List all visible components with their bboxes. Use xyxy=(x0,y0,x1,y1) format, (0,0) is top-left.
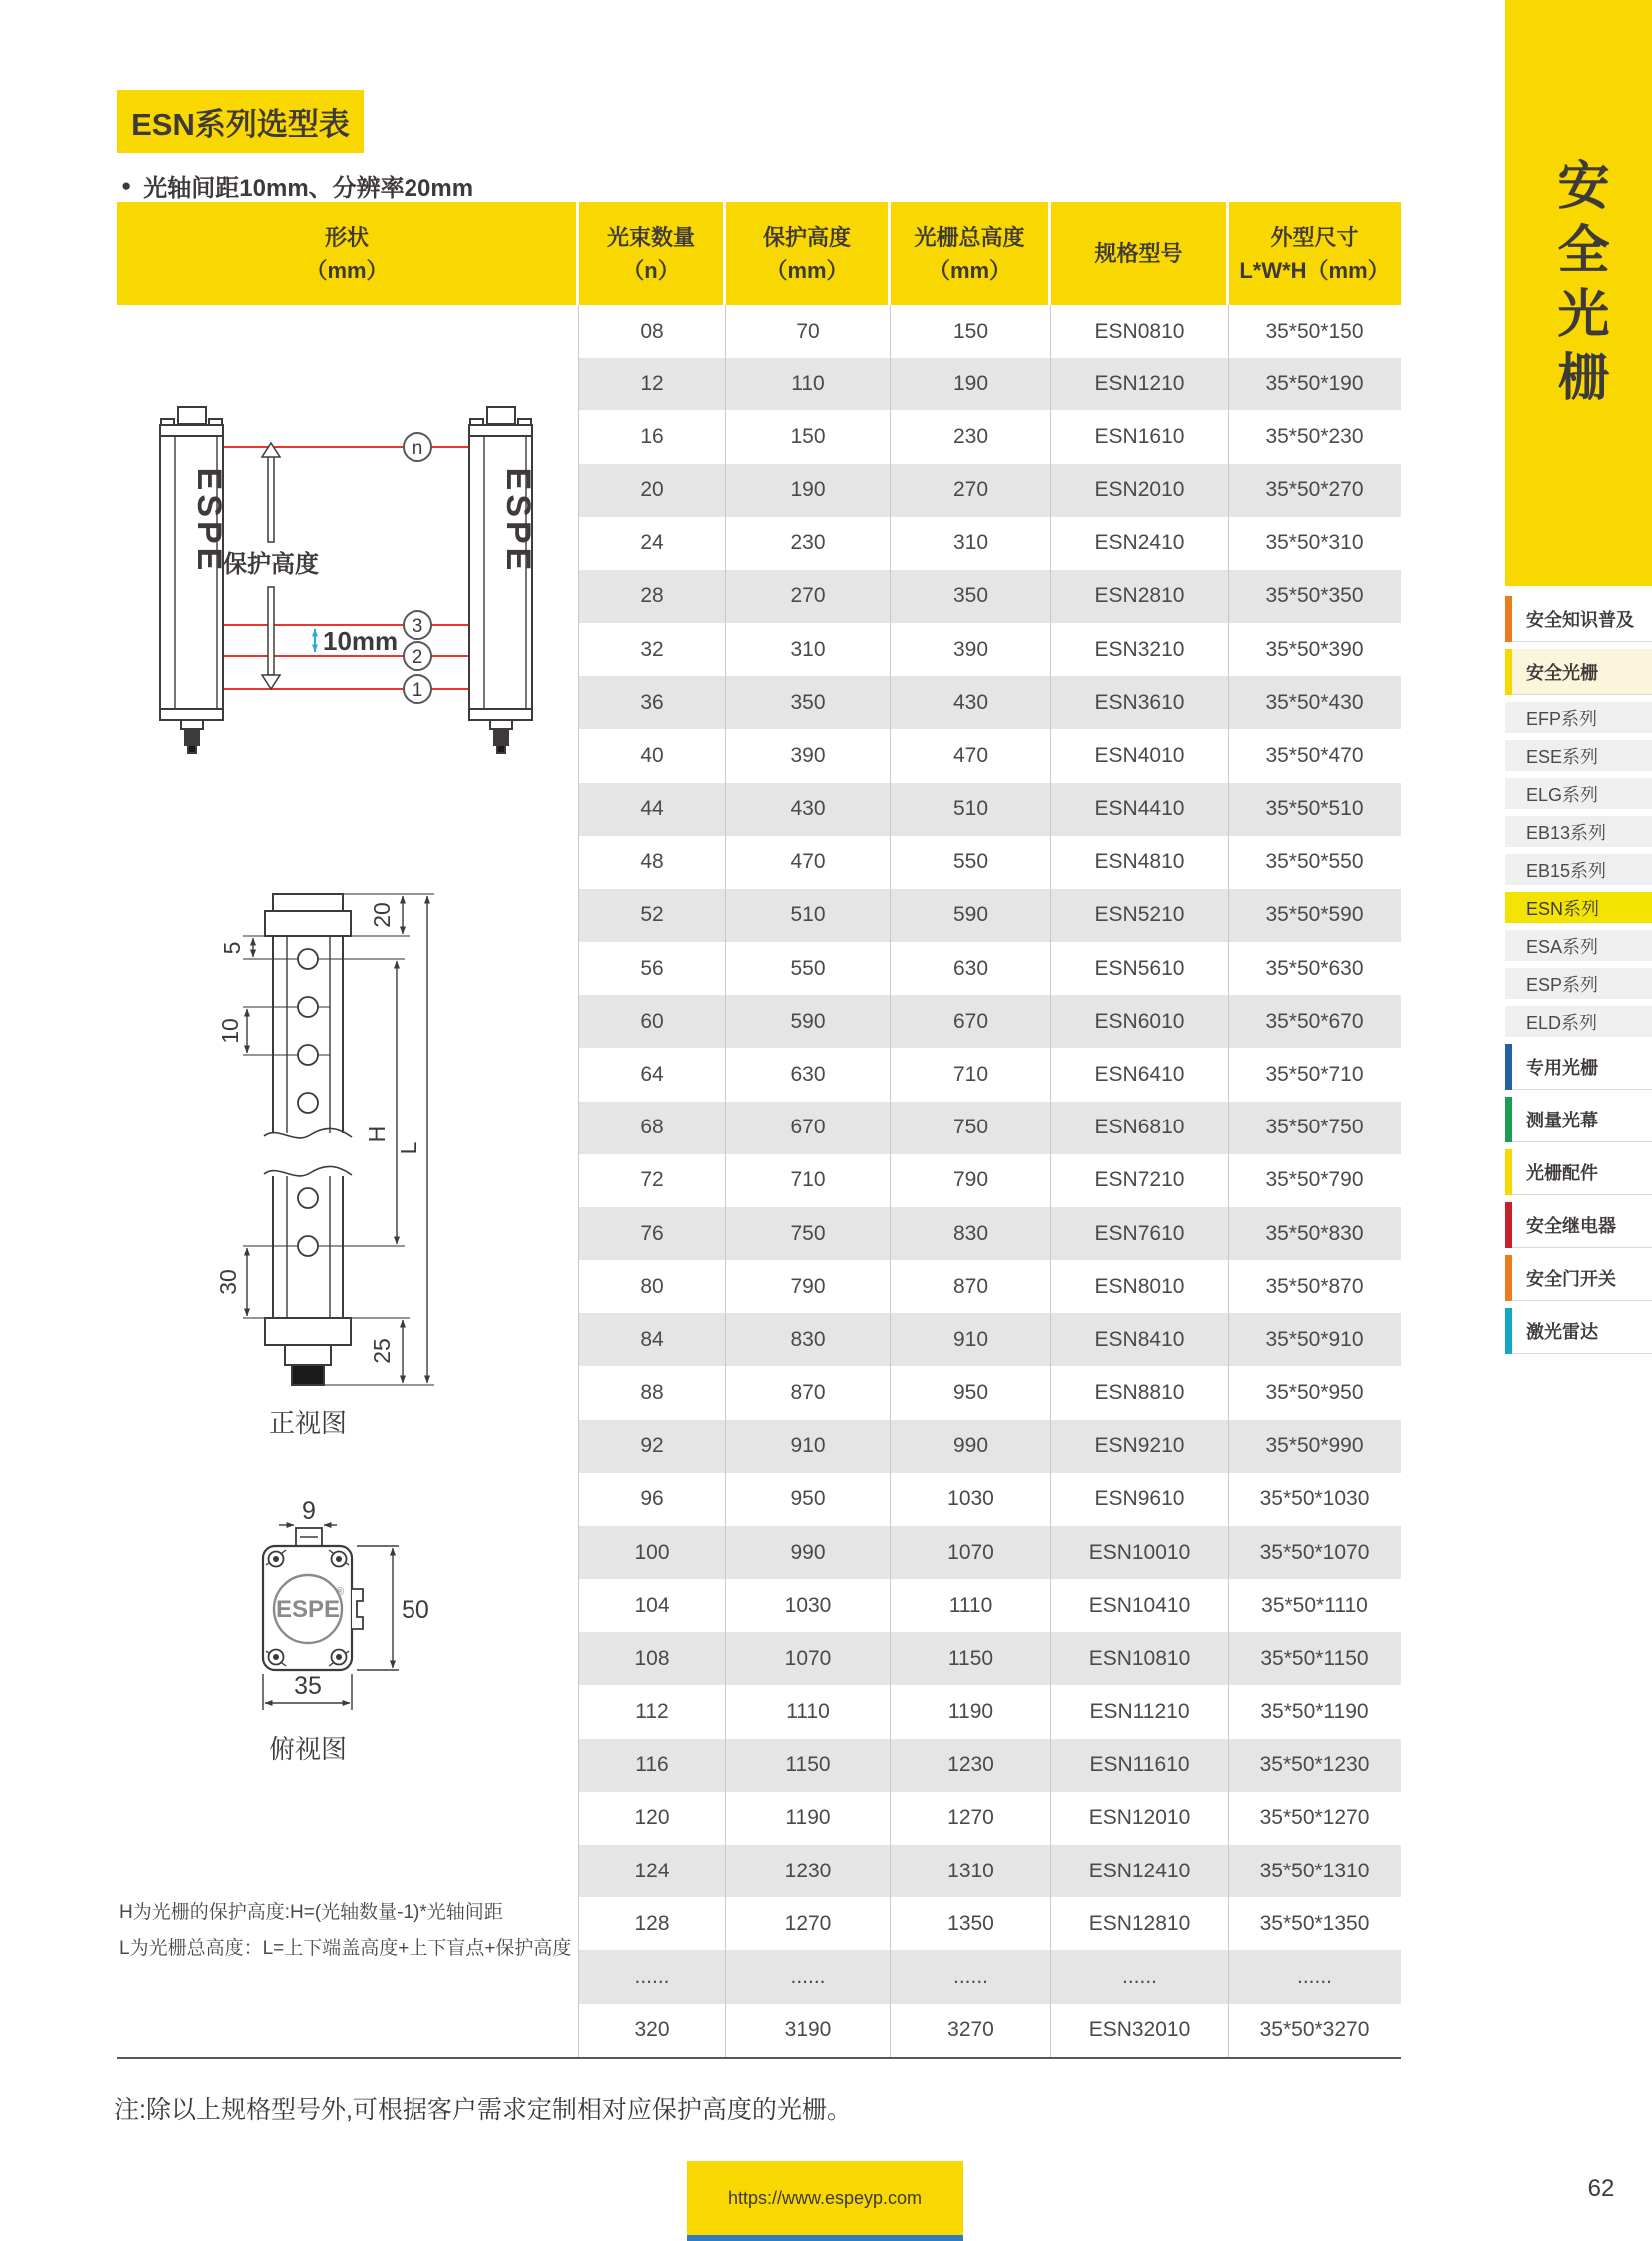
table-cell: 590 xyxy=(726,995,891,1048)
beam-label-2: 2 xyxy=(412,647,423,668)
table-cell: 35*50*1150 xyxy=(1229,1632,1401,1685)
table-cell: 48 xyxy=(579,836,726,889)
sidebar-item-label: 专用光栅 xyxy=(1526,1057,1598,1078)
table-cell: ...... xyxy=(726,1950,891,2003)
technical-diagrams xyxy=(117,305,579,2057)
formula-notes xyxy=(119,1895,571,1967)
table-row xyxy=(579,570,1401,623)
beam-label-n: n xyxy=(412,438,423,459)
table-row xyxy=(579,1632,1401,1685)
table-row xyxy=(579,2004,1401,2057)
table-cell: 830 xyxy=(726,1313,891,1366)
table-row xyxy=(579,410,1401,463)
table-cell: 76 xyxy=(579,1207,726,1260)
sidebar-item-激光雷达[interactable] xyxy=(1505,1308,1652,1354)
sidebar-item-专用光栅[interactable] xyxy=(1505,1044,1652,1090)
dim-slot: 9 xyxy=(302,1497,316,1525)
table-cell: 1270 xyxy=(726,1897,891,1950)
table-cell: ESN12810 xyxy=(1051,1897,1229,1950)
sidebar-item-ESE系列[interactable]: ESE系列 xyxy=(1505,740,1652,771)
table-cell: 590 xyxy=(891,889,1051,942)
table-cell: 630 xyxy=(726,1048,891,1101)
category-color-bar xyxy=(1505,1308,1512,1354)
table-cell: ESN5610 xyxy=(1051,942,1229,995)
formula-note-h: H为光栅的保护高度:H=(光轴数量-1)*光轴间距 xyxy=(119,1902,503,1923)
subtitle-text: 光轴间距10mm、分辨率20mm xyxy=(143,174,474,202)
table-cell: 35*50*750 xyxy=(1229,1102,1401,1154)
sidebar-item-ELG系列[interactable]: ELG系列 xyxy=(1505,778,1652,809)
table-cell: 35*50*630 xyxy=(1229,942,1401,995)
table-cell: 40 xyxy=(579,729,726,782)
table-cell: ESN12410 xyxy=(1051,1845,1229,1897)
category-color-bar xyxy=(1505,649,1512,695)
table-cell: 1190 xyxy=(726,1792,891,1845)
front-view-diagram xyxy=(215,894,434,1438)
footer-url-box xyxy=(687,2161,963,2235)
table-cell: 35*50*230 xyxy=(1229,410,1401,463)
table-cell: 35*50*790 xyxy=(1229,1154,1401,1207)
table-cell: ...... xyxy=(1229,1950,1401,2003)
table-row xyxy=(579,729,1401,782)
table-cell: 68 xyxy=(579,1102,726,1154)
sidebar-item-label: 光栅配件 xyxy=(1526,1162,1598,1183)
table-row xyxy=(579,1102,1401,1154)
table-cell: ESN5210 xyxy=(1051,889,1229,942)
table-row xyxy=(579,305,1401,358)
table-cell: 1270 xyxy=(891,1792,1051,1845)
sidebar-chapter-tab xyxy=(1505,0,1652,586)
beam-label-1: 1 xyxy=(412,680,423,701)
table-cell: 470 xyxy=(726,836,891,889)
sidebar-item-label: 测量光幕 xyxy=(1526,1110,1598,1130)
top-view-caption: 俯视图 xyxy=(268,1734,348,1764)
table-cell: 870 xyxy=(726,1366,891,1419)
table-cell: 270 xyxy=(891,464,1051,517)
table-cell: 84 xyxy=(579,1313,726,1366)
table-cell: 430 xyxy=(726,783,891,836)
table-row xyxy=(579,995,1401,1048)
table-row xyxy=(579,1950,1401,2003)
category-color-bar xyxy=(1505,1044,1512,1090)
table-cell: 35*50*470 xyxy=(1229,729,1401,782)
table-cell: 35*50*350 xyxy=(1229,570,1401,623)
table-cell: ESN0810 xyxy=(1051,305,1229,358)
table-header-cell: 保护高度 （mm） xyxy=(726,202,891,305)
table-row xyxy=(579,1420,1401,1473)
table-cell: ESN2810 xyxy=(1051,570,1229,623)
formula-note-l: L为光栅总高度：L=上下端盖高度+上下盲点+保护高度 xyxy=(119,1938,572,1959)
top-view-diagram xyxy=(263,1497,429,1764)
table-header-cell: 形状 （mm） xyxy=(117,202,579,305)
table-row xyxy=(579,1154,1401,1207)
table-cell: 35*50*830 xyxy=(1229,1207,1401,1260)
table-cell: 390 xyxy=(726,729,891,782)
table-cell: 1230 xyxy=(891,1739,1051,1792)
table-cell: 1150 xyxy=(726,1739,891,1792)
table-row xyxy=(579,517,1401,570)
table-cell: 35*50*3270 xyxy=(1229,2004,1401,2057)
category-color-bar xyxy=(1505,1097,1512,1142)
dim-l: L xyxy=(396,1141,421,1155)
table-cell: 52 xyxy=(579,889,726,942)
table-cell: 1110 xyxy=(891,1579,1051,1632)
table-cell: 430 xyxy=(891,676,1051,729)
table-cell: 1030 xyxy=(726,1579,891,1632)
table-cell: 100 xyxy=(579,1526,726,1579)
table-row xyxy=(579,1366,1401,1419)
beam-diagram xyxy=(160,407,537,753)
table-cell: 3270 xyxy=(891,2004,1051,2057)
table-row xyxy=(579,1048,1401,1101)
sidebar-item-安全门开关[interactable] xyxy=(1505,1255,1652,1301)
table-cell: 124 xyxy=(579,1845,726,1897)
table-header-cell: 光束数量 （n） xyxy=(579,202,726,305)
table-row xyxy=(579,1473,1401,1526)
table-cell: ESN2410 xyxy=(1051,517,1229,570)
table-cell: 35*50*950 xyxy=(1229,1366,1401,1419)
table-cell: 3190 xyxy=(726,2004,891,2057)
table-row xyxy=(579,1579,1401,1632)
table-cell: 950 xyxy=(891,1366,1051,1419)
dim-top-cap: 20 xyxy=(369,902,395,928)
table-cell: 710 xyxy=(726,1154,891,1207)
table-cell: ESN9210 xyxy=(1051,1420,1229,1473)
table-cell: 790 xyxy=(891,1154,1051,1207)
table-cell: 790 xyxy=(726,1260,891,1313)
table-cell: 128 xyxy=(579,1897,726,1950)
beam-pitch-label: 10mm xyxy=(323,626,399,656)
sidebar-item-ESA系列[interactable]: ESA系列 xyxy=(1505,930,1652,961)
top-view-logo: ESPE xyxy=(275,1596,341,1623)
selection-table xyxy=(117,202,1401,2059)
table-cell: 710 xyxy=(891,1048,1051,1101)
table-cell: 28 xyxy=(579,570,726,623)
table-row xyxy=(579,1845,1401,1897)
table-cell: 630 xyxy=(891,942,1051,995)
table-cell: 1030 xyxy=(891,1473,1051,1526)
table-cell: 150 xyxy=(726,410,891,463)
table-cell: ESN6410 xyxy=(1051,1048,1229,1101)
table-cell: ESN4410 xyxy=(1051,783,1229,836)
table-row xyxy=(579,1260,1401,1313)
dim-bottom-cap: 25 xyxy=(369,1338,395,1364)
table-cell: ESN11610 xyxy=(1051,1739,1229,1792)
table-cell: ESN10410 xyxy=(1051,1579,1229,1632)
table-cell: 320 xyxy=(579,2004,726,2057)
sidebar-item-ESP系列[interactable]: ESP系列 xyxy=(1505,968,1652,999)
table-row xyxy=(579,464,1401,517)
table-cell: 70 xyxy=(726,305,891,358)
table-cell: 64 xyxy=(579,1048,726,1101)
beam-label-3: 3 xyxy=(412,616,423,637)
custom-order-note: 注:除以上规格型号外,可根据客户需求定制相对应保护高度的光栅。 xyxy=(114,2096,852,2124)
table-cell: 990 xyxy=(891,1420,1051,1473)
table-cell: 1070 xyxy=(726,1632,891,1685)
table-cell: 350 xyxy=(891,570,1051,623)
table-cell: 120 xyxy=(579,1792,726,1845)
table-cell: 750 xyxy=(891,1102,1051,1154)
table-cell: 16 xyxy=(579,410,726,463)
table-data-rows xyxy=(579,305,1401,2057)
sidebar-item-label: 安全知识普及 xyxy=(1526,609,1634,630)
table-cell: 112 xyxy=(579,1685,726,1738)
table-cell: 830 xyxy=(891,1207,1051,1260)
table-cell: 08 xyxy=(579,305,726,358)
table-cell: 1190 xyxy=(891,1685,1051,1738)
table-cell: 190 xyxy=(891,358,1051,410)
table-cell: 35*50*1310 xyxy=(1229,1845,1401,1897)
table-cell: 88 xyxy=(579,1366,726,1419)
sidebar-item-EB13系列[interactable]: EB13系列 xyxy=(1505,816,1652,847)
table-cell: ESN7610 xyxy=(1051,1207,1229,1260)
page-title: ESN系列选型表 xyxy=(117,90,364,153)
table-cell: 35*50*990 xyxy=(1229,1420,1401,1473)
table-cell: 190 xyxy=(726,464,891,517)
sidebar-item-安全光栅[interactable] xyxy=(1505,649,1652,695)
table-cell: 92 xyxy=(579,1420,726,1473)
top-view-logo-reg: ® xyxy=(336,1586,345,1598)
table-cell: ESN7210 xyxy=(1051,1154,1229,1207)
table-cell: ESN6810 xyxy=(1051,1102,1229,1154)
table-row xyxy=(579,783,1401,836)
table-cell: 35*50*910 xyxy=(1229,1313,1401,1366)
table-cell: 670 xyxy=(726,1102,891,1154)
table-cell: 35*50*430 xyxy=(1229,676,1401,729)
table-cell: 35*50*1030 xyxy=(1229,1473,1401,1526)
tower-label-right: ESPE xyxy=(499,467,537,575)
table-cell: ESN3210 xyxy=(1051,623,1229,676)
table-cell: 24 xyxy=(579,517,726,570)
table-cell: 35*50*1070 xyxy=(1229,1526,1401,1579)
sidebar-item-ESN系列[interactable]: ESN系列 xyxy=(1505,892,1652,923)
subtitle-line xyxy=(121,170,473,200)
table-cell: 35*50*670 xyxy=(1229,995,1401,1048)
table-row xyxy=(579,942,1401,995)
table-cell: 270 xyxy=(726,570,891,623)
footer-url[interactable]: https://www.espeyp.com xyxy=(727,2187,923,2208)
table-cell: 350 xyxy=(726,676,891,729)
table-cell: ESN4810 xyxy=(1051,836,1229,889)
bullet-icon: ● xyxy=(121,175,132,195)
table-cell: 230 xyxy=(891,410,1051,463)
table-row xyxy=(579,1792,1401,1845)
table-cell: 35*50*270 xyxy=(1229,464,1401,517)
table-cell: 1310 xyxy=(891,1845,1051,1897)
dim-width-35: 35 xyxy=(294,1672,322,1700)
table-cell: 35*50*710 xyxy=(1229,1048,1401,1101)
sidebar-item-ELD系列[interactable]: ELD系列 xyxy=(1505,1006,1652,1037)
category-color-bar xyxy=(1505,1202,1512,1248)
table-row xyxy=(579,623,1401,676)
table-cell: 20 xyxy=(579,464,726,517)
sidebar-item-label: 安全光栅 xyxy=(1526,662,1598,683)
table-cell: 35*50*390 xyxy=(1229,623,1401,676)
dim-h: H xyxy=(364,1125,390,1143)
sidebar-item-label: 安全门开关 xyxy=(1526,1268,1616,1289)
table-cell: 990 xyxy=(726,1526,891,1579)
table-cell: 12 xyxy=(579,358,726,410)
table-cell: 510 xyxy=(726,889,891,942)
table-cell: 96 xyxy=(579,1473,726,1526)
table-cell: ESN3610 xyxy=(1051,676,1229,729)
category-color-bar xyxy=(1505,1149,1512,1195)
table-row xyxy=(579,1207,1401,1260)
table-row xyxy=(579,1313,1401,1366)
category-color-bar xyxy=(1505,1255,1512,1301)
chapter-tab-label: 安全光栅 xyxy=(1549,158,1607,413)
dim-pitch: 10 xyxy=(217,1018,243,1044)
table-cell: 36 xyxy=(579,676,726,729)
table-header-cell: 规格型号 xyxy=(1051,202,1229,305)
table-header-row xyxy=(117,202,1401,305)
table-row xyxy=(579,676,1401,729)
table-cell: 470 xyxy=(891,729,1051,782)
table-cell: 310 xyxy=(891,517,1051,570)
table-cell: ...... xyxy=(579,1950,726,2003)
table-cell: ESN9610 xyxy=(1051,1473,1229,1526)
table-row xyxy=(579,1526,1401,1579)
sidebar-menu xyxy=(1505,596,1652,1361)
category-color-bar xyxy=(1505,596,1512,642)
page-number: 62 xyxy=(1587,2175,1615,2202)
table-cell: ESN6010 xyxy=(1051,995,1229,1048)
table-row xyxy=(579,1739,1401,1792)
table-cell: 1350 xyxy=(891,1897,1051,1950)
table-cell: 950 xyxy=(726,1473,891,1526)
sidebar-item-EFP系列[interactable]: EFP系列 xyxy=(1505,702,1652,733)
table-cell: 750 xyxy=(726,1207,891,1260)
table-cell: 35*50*190 xyxy=(1229,358,1401,410)
table-cell: 910 xyxy=(891,1313,1051,1366)
table-cell: 35*50*150 xyxy=(1229,305,1401,358)
table-cell: 1070 xyxy=(891,1526,1051,1579)
sidebar-item-EB15系列[interactable]: EB15系列 xyxy=(1505,854,1652,885)
table-cell: 104 xyxy=(579,1579,726,1632)
table-row xyxy=(579,1685,1401,1738)
table-cell: 1230 xyxy=(726,1845,891,1897)
dim-height-50: 50 xyxy=(402,1596,429,1624)
table-row xyxy=(579,358,1401,410)
table-cell: ESN8810 xyxy=(1051,1366,1229,1419)
sidebar-item-光栅配件[interactable] xyxy=(1505,1149,1652,1195)
table-cell: 550 xyxy=(726,942,891,995)
table-cell: 870 xyxy=(891,1260,1051,1313)
table-cell: ...... xyxy=(891,1950,1051,2003)
table-cell: 35*50*550 xyxy=(1229,836,1401,889)
table-body xyxy=(117,305,1401,2057)
table-cell: ...... xyxy=(1051,1950,1229,2003)
table-cell: 35*50*1110 xyxy=(1229,1579,1401,1632)
sidebar-item-安全知识普及[interactable] xyxy=(1505,596,1652,642)
table-cell: 60 xyxy=(579,995,726,1048)
table-cell: ESN4010 xyxy=(1051,729,1229,782)
table-row xyxy=(579,889,1401,942)
protect-height-label: 保护高度 xyxy=(223,551,319,578)
dim-bottom-blind: 30 xyxy=(215,1269,241,1295)
table-cell: ESN10010 xyxy=(1051,1526,1229,1579)
tower-label-left: ESPE xyxy=(190,467,228,575)
table-cell: 72 xyxy=(579,1154,726,1207)
table-cell: 35*50*1270 xyxy=(1229,1792,1401,1845)
table-cell: ESN32010 xyxy=(1051,2004,1229,2057)
table-cell: 390 xyxy=(891,623,1051,676)
table-cell: ESN1210 xyxy=(1051,358,1229,410)
footer-blue-bar xyxy=(687,2235,963,2241)
shape-column xyxy=(117,305,579,2057)
table-cell: 1150 xyxy=(891,1632,1051,1685)
table-cell: 310 xyxy=(726,623,891,676)
sidebar-item-label: 激光雷达 xyxy=(1526,1321,1598,1342)
table-cell: ESN10810 xyxy=(1051,1632,1229,1685)
table-cell: ESN1610 xyxy=(1051,410,1229,463)
table-row xyxy=(579,1897,1401,1950)
table-cell: 35*50*1230 xyxy=(1229,1739,1401,1792)
table-cell: 80 xyxy=(579,1260,726,1313)
table-cell: 150 xyxy=(891,305,1051,358)
table-cell: 670 xyxy=(891,995,1051,1048)
dim-top-blind: 5 xyxy=(219,941,245,955)
table-cell: 108 xyxy=(579,1632,726,1685)
table-header-cell: 光栅总高度 （mm） xyxy=(891,202,1051,305)
front-view-caption: 正视图 xyxy=(268,1408,348,1438)
table-cell: 44 xyxy=(579,783,726,836)
table-cell: ESN2010 xyxy=(1051,464,1229,517)
table-cell: 510 xyxy=(891,783,1051,836)
table-cell: ESN12010 xyxy=(1051,1792,1229,1845)
table-cell: 1110 xyxy=(726,1685,891,1738)
table-cell: 230 xyxy=(726,517,891,570)
table-row xyxy=(579,836,1401,889)
sidebar-item-测量光幕[interactable] xyxy=(1505,1097,1652,1142)
table-cell: ESN11210 xyxy=(1051,1685,1229,1738)
table-cell: 116 xyxy=(579,1739,726,1792)
table-cell: 56 xyxy=(579,942,726,995)
table-cell: ESN8410 xyxy=(1051,1313,1229,1366)
table-header-cell: 外型尺寸 L*W*H（mm） xyxy=(1229,202,1401,305)
table-cell: 35*50*310 xyxy=(1229,517,1401,570)
table-cell: 110 xyxy=(726,358,891,410)
table-cell: 35*50*510 xyxy=(1229,783,1401,836)
table-cell: 32 xyxy=(579,623,726,676)
table-cell: 35*50*1190 xyxy=(1229,1685,1401,1738)
table-cell: ESN8010 xyxy=(1051,1260,1229,1313)
table-cell: 35*50*870 xyxy=(1229,1260,1401,1313)
table-cell: 910 xyxy=(726,1420,891,1473)
sidebar-item-安全继电器[interactable] xyxy=(1505,1202,1652,1248)
sidebar-item-label: 安全继电器 xyxy=(1526,1215,1616,1236)
table-cell: 550 xyxy=(891,836,1051,889)
table-cell: 35*50*1350 xyxy=(1229,1897,1401,1950)
table-cell: 35*50*590 xyxy=(1229,889,1401,942)
